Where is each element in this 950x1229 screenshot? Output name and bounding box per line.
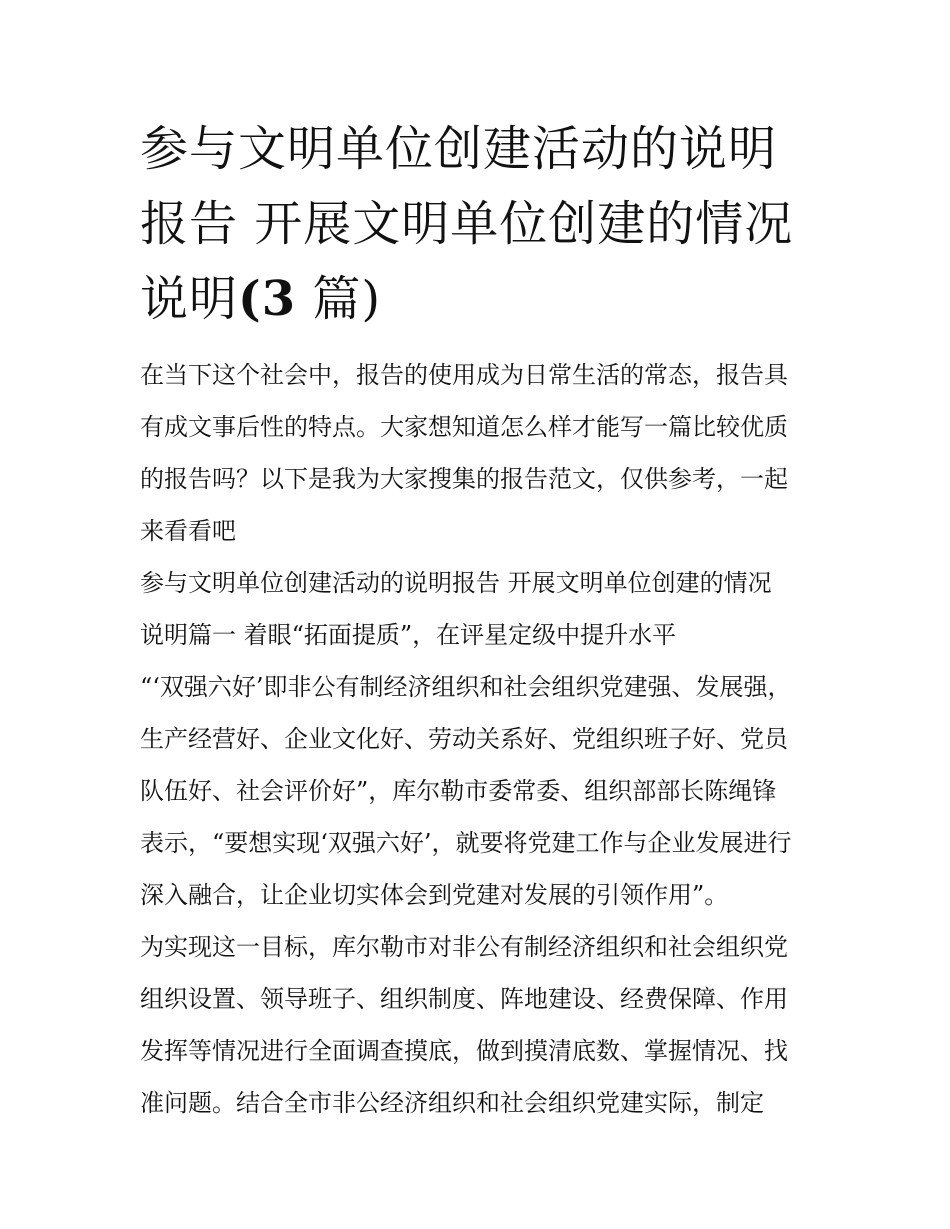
paragraph-quote [140, 661, 812, 921]
document-title [140, 112, 812, 337]
text-line: 参与文明单位创建活动的说明报告 开展文明单位创建的情况 [140, 569, 772, 597]
title-count: 篇) [296, 271, 382, 327]
text-line: 说明篇一 着眼“拓面提质”，在评星定级中提升水平 [140, 621, 677, 649]
text-line: 深入融合，让企业切实体会到党建对发展的引领作用”。 [140, 881, 729, 909]
text-line: 生产经营好、企业文化好、劳动关系好、党组织班子好、党员 [140, 725, 788, 753]
title-count-bold: (3 [238, 271, 297, 327]
paragraph-goal [140, 921, 812, 1129]
title-line: 参与文明单位创建活动的说明 [140, 121, 778, 177]
text-line: 在当下这个社会中，报告的使用成为日常生活的常态，报告具 [140, 361, 788, 389]
paragraph-intro [140, 349, 812, 557]
text-line: “‘双强六好’即非公有制经济组织和社会组织党建强、发展强， [140, 673, 792, 701]
text-line: 组织设置、领导班子、组织制度、阵地建设、经费保障、作用 [140, 985, 788, 1013]
text-line: 发挥等情况进行全面调查摸底，做到摸清底数、掌握情况、找 [140, 1037, 788, 1065]
text-line: 为实现这一目标，库尔勒市对非公有制经济组织和社会组织党 [140, 933, 788, 961]
text-line: 队伍好、社会评价好”，库尔勒市委常委、组织部部长陈绳锋 [140, 777, 777, 805]
text-line: 准问题。结合全市非公经济组织和社会组织党建实际，制定 [140, 1089, 764, 1117]
document-page [140, 112, 812, 1129]
text-line: 的报告吗？以下是我为大家搜集的报告范文，仅供参考，一起 [140, 465, 788, 493]
document-body [140, 349, 812, 1129]
text-line: 来看看吧 [140, 517, 236, 545]
title-line [140, 262, 812, 337]
title-line-text: 说明 [140, 271, 239, 327]
text-line: 有成文事后性的特点。大家想知道怎么样才能写一篇比较优质 [140, 413, 788, 441]
text-line: 表示，“要想实现‘双强六好’，就要将党建工作与企业发展进行 [140, 829, 792, 857]
title-line: 报告 开展文明单位创建的情况 [140, 196, 794, 252]
paragraph-section-heading [140, 557, 812, 661]
